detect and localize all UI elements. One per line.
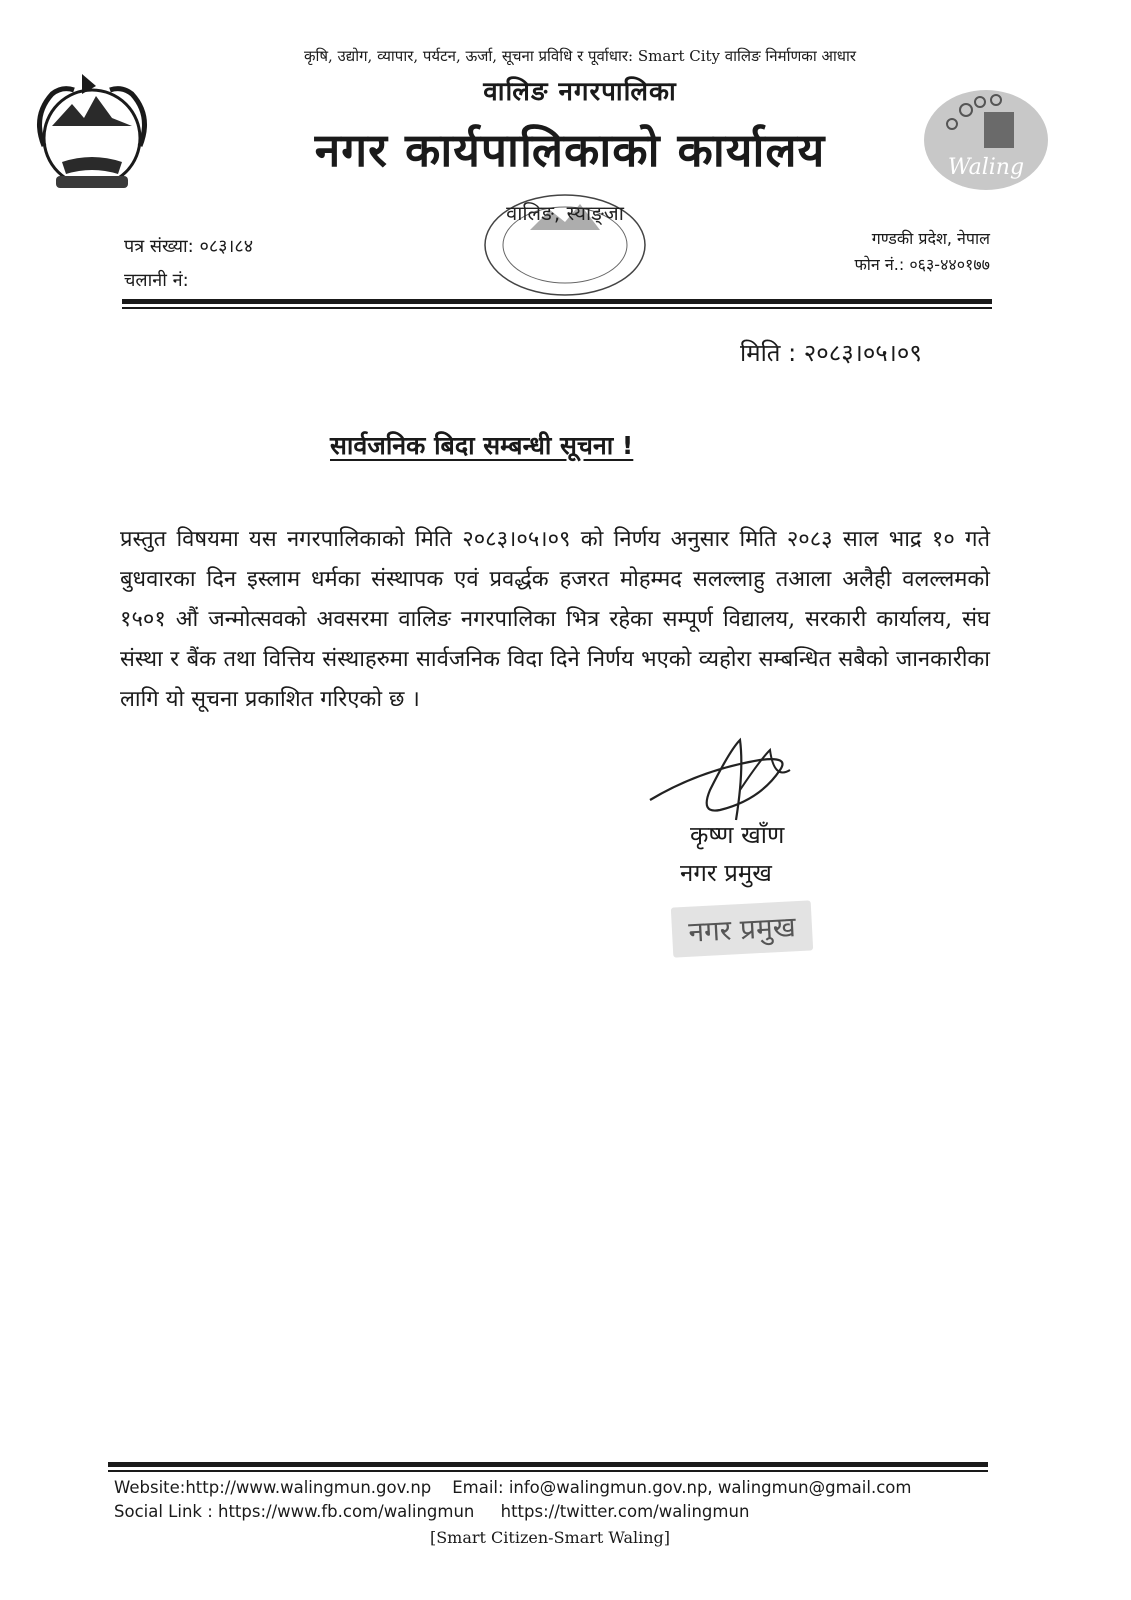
signatory-title: नगर प्रमुख (680, 859, 772, 887)
seal-text: वालिङ, स्याङ्जा (506, 201, 624, 225)
footer-tagline: [Smart Citizen-Smart Waling] (429, 1528, 671, 1547)
phone-number: फोन नं.: ०६३-४४०१७७ (854, 255, 990, 274)
footer-website-email: Website:http://www.walingmun.gov.np Email: info@walingmun.gov.np, walingmun@gmail.com (114, 1478, 912, 1497)
letter-date: मिति : २०८३।०५।०९ (740, 339, 922, 367)
signatory-name: कृष्ण खाँण (690, 821, 785, 849)
designation-stamp: नगर प्रमुख (671, 900, 813, 957)
letter-number: पत्र संख्या: ०८३।८४ (124, 236, 254, 257)
nepal-emblem-icon (22, 66, 162, 196)
dispatch-number: चलानी नं: (124, 270, 189, 291)
province-address: गण्डकी प्रदेश, नेपाल (871, 229, 990, 248)
waling-logo-text: Waling (947, 155, 1025, 180)
reference-block (124, 230, 253, 298)
footer-divider (108, 1462, 988, 1467)
notice-body: प्रस्तुत विषयमा यस नगरपालिकाको मिति २०८३।०५।०९ को निर्णय अनुसार मिति २०८३ साल भाद्र १० गते बुधवारका दिन इस्लाम धर्मका संस्थापक एवं प्रवर्द्धक हजरत मोहम्मद सलल्लाहु तआला अलैही वलल्लमको १५०१ औं जन्मोत्सवको अवसरमा वालिङ नगरपालिका भित्र रहेका सम्पूर्ण विद्यालय, सरकारी कार्यालय, संघ संस्था र बैंक तथा वित्तिय संस्थाहरुमा सार्वजनिक विदा दिने निर्णय भएको व्यहोरा सम्बन्धित सबैको जानकारीका लागि यो सूचना प्रकाशित गरिएको छ । (120, 527, 990, 712)
contact-block (790, 226, 990, 278)
office-title: नगर कार्यपालिकाको कार्यालय (314, 123, 826, 177)
office-seal-icon (470, 190, 660, 300)
footer-divider-thin (108, 1470, 988, 1472)
header-tagline: कृषि, उद्योग, व्यापार, पर्यटन, ऊर्जा, सूचना प्रविधि र पूर्वाधार: Smart City वालिङ निर्माणका आधार (303, 47, 857, 65)
header-divider-thin (122, 307, 992, 309)
waling-logo-icon (922, 88, 1050, 192)
header-divider (122, 299, 992, 304)
footer-social-links: Social Link : https://www.fb.com/walingmun https://twitter.com/walingmun (114, 1502, 750, 1521)
municipality-name: वालिङ नगरपालिका (483, 77, 677, 107)
notice-subject: सार्वजनिक बिदा सम्बन्धी सूचना ! (330, 431, 634, 460)
